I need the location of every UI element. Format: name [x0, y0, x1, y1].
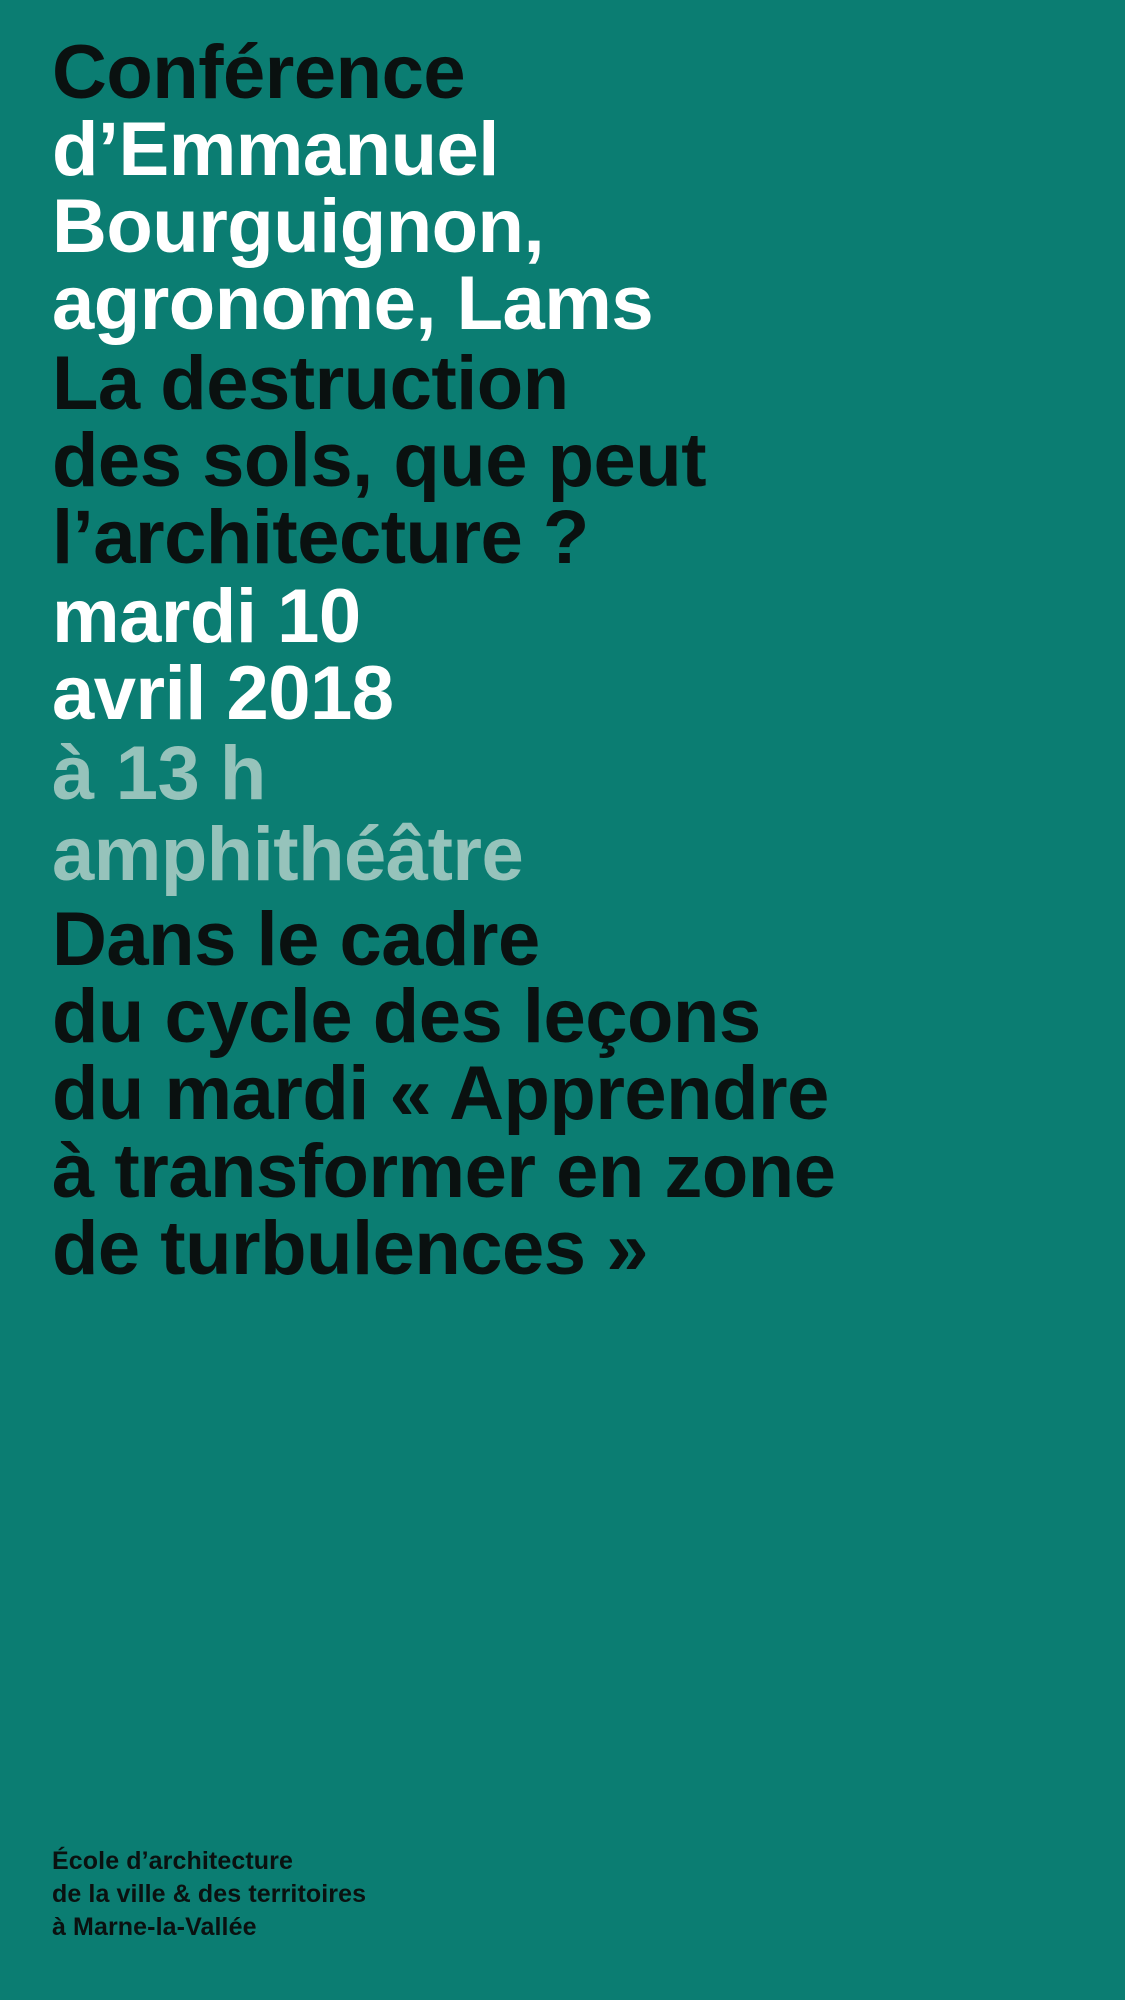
poster-content: [52, 30, 1085, 1291]
time-value: 13 h: [115, 731, 266, 817]
context-line-2: du cycle des leçons: [52, 974, 761, 1060]
title-line-1: Conférence: [52, 30, 466, 115]
subject-line-2: des sols, que peut: [52, 417, 707, 503]
place-line: amphithéâtre: [52, 811, 524, 897]
context-block: [52, 897, 1085, 1291]
date-line-2: avril 2018: [52, 651, 394, 736]
context-line-4: à transformer en zone: [52, 1128, 836, 1214]
context-line-5: de turbulences »: [52, 1205, 648, 1291]
footer-line-2: de la ville & des territoires: [52, 1880, 367, 1908]
footer-line-3: à Marne-la-Vallée: [52, 1913, 257, 1941]
time-place-block: [52, 731, 1085, 897]
footer-line-1: École d’architecture: [52, 1847, 293, 1875]
subject-line-3: l’architecture ?: [52, 494, 589, 580]
date-line-1: mardi 10: [52, 573, 361, 659]
date-block: [52, 573, 1085, 736]
subject-line-1: La destruction: [52, 340, 569, 426]
time-line: [52, 731, 1085, 817]
title-block: [52, 30, 1085, 347]
subject-block: [52, 340, 1085, 580]
time-prefix: à: [52, 731, 94, 817]
title-line-2: d’Emmanuel: [52, 107, 499, 193]
context-line-1: Dans le cadre: [52, 897, 540, 983]
context-line-3: du mardi « Apprendre: [52, 1051, 829, 1137]
title-line-4: agronome, Lams: [52, 261, 654, 347]
title-line-3: Bourguignon,: [52, 184, 545, 270]
institution-footer: [52, 1845, 366, 1944]
